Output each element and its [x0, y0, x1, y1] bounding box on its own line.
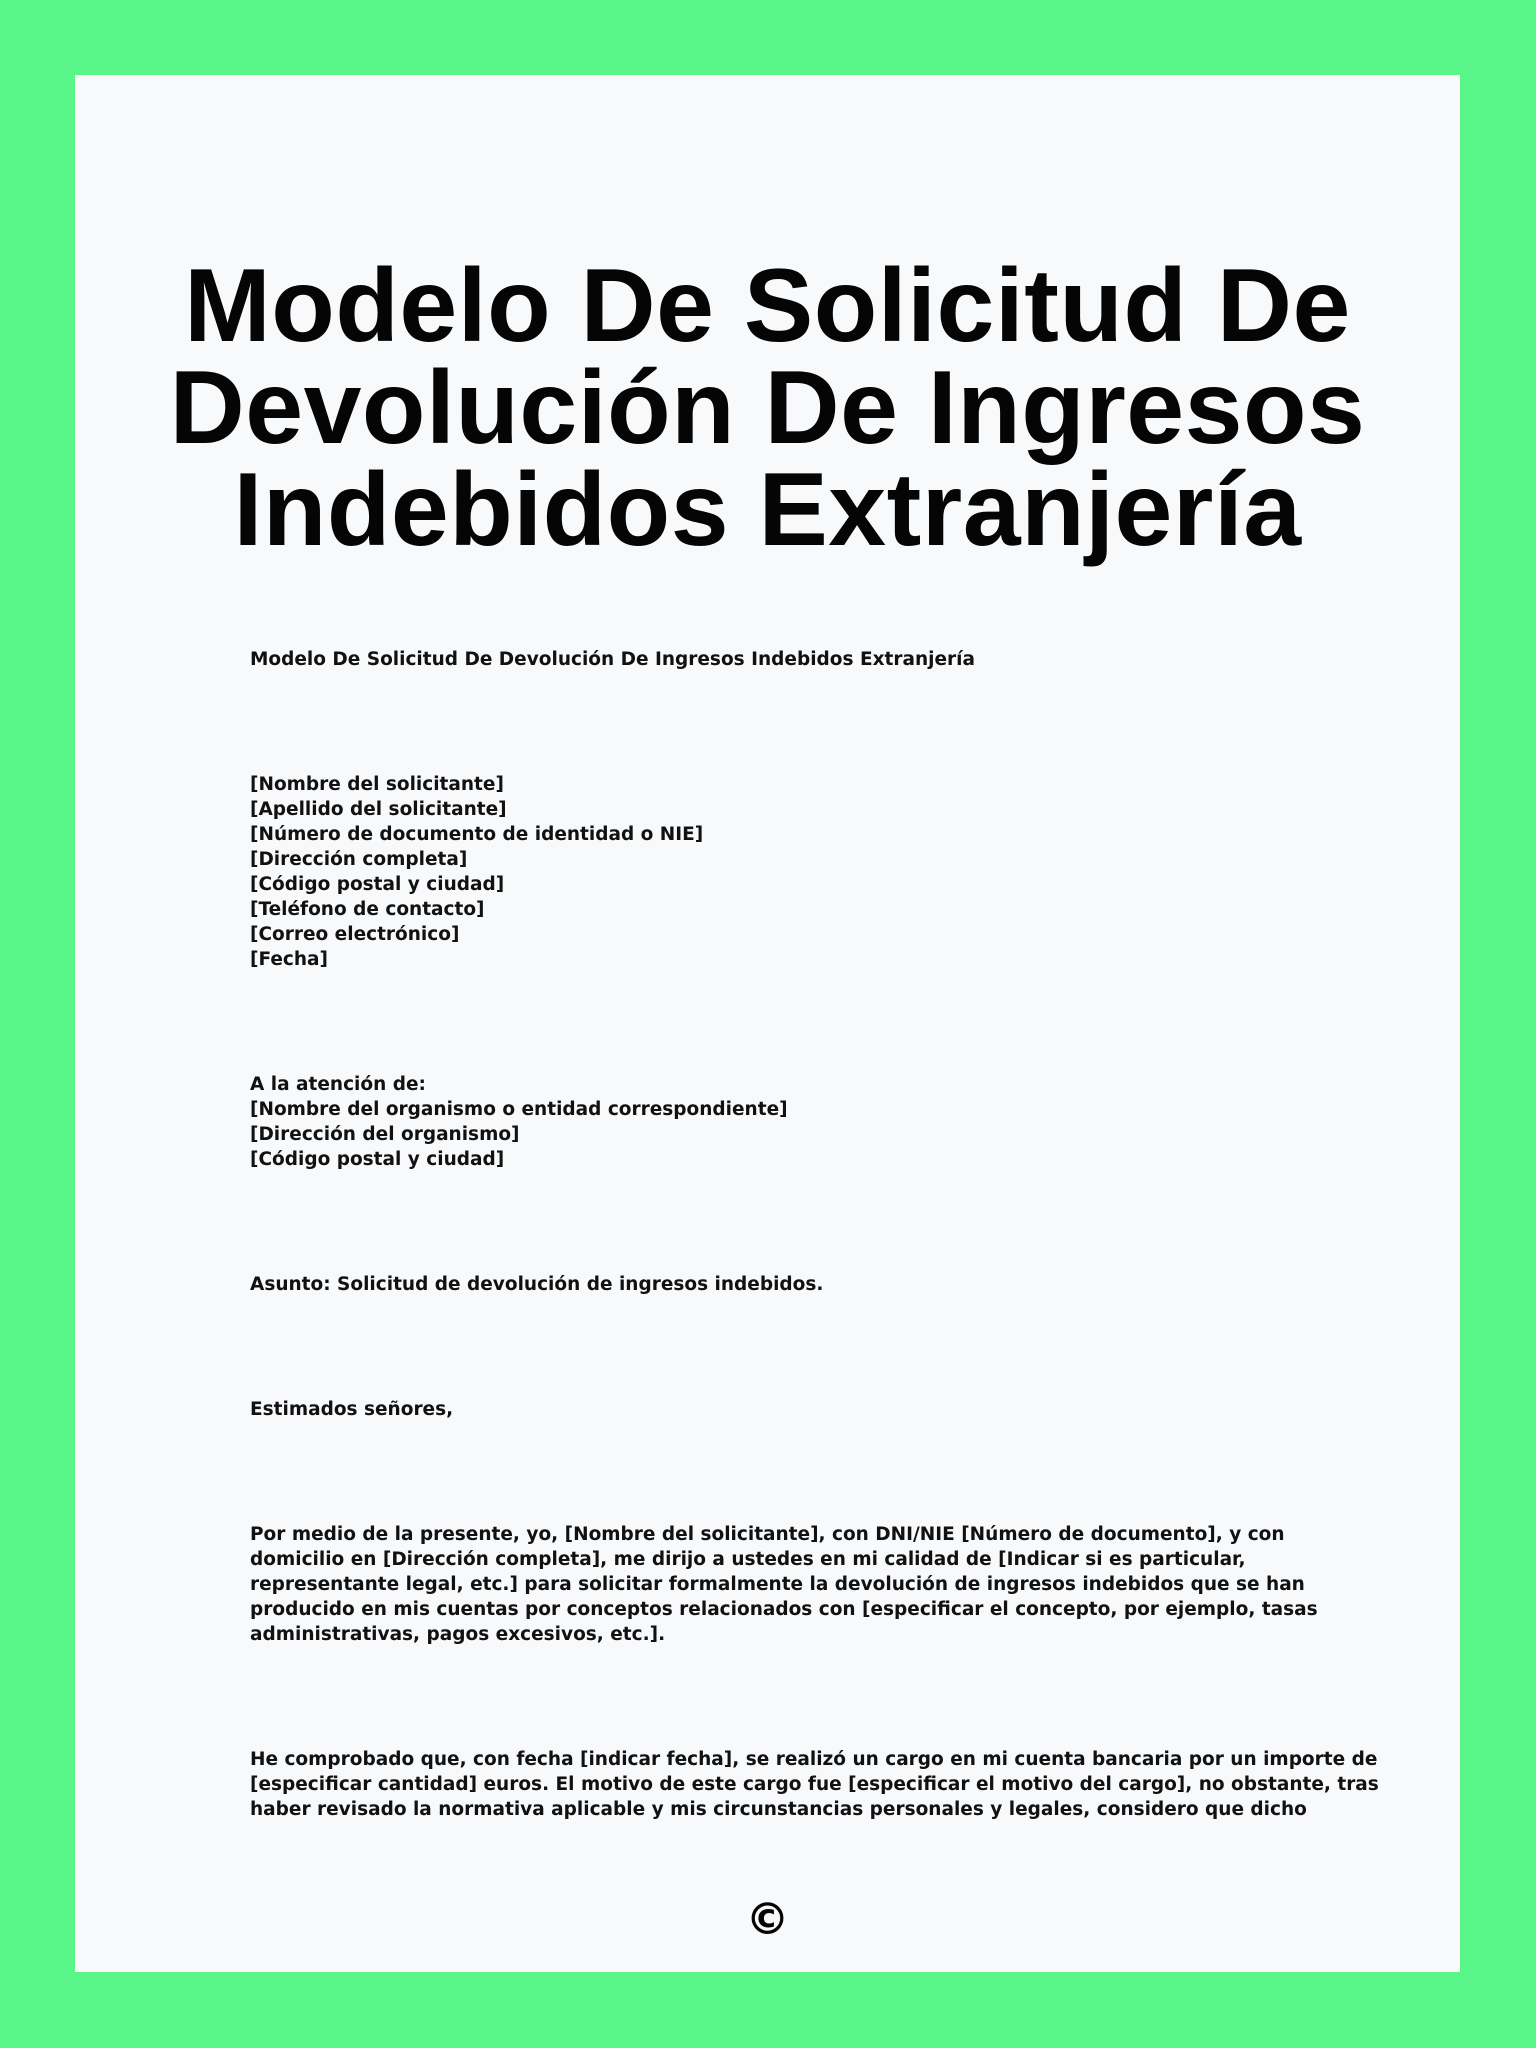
copyright-icon: ©: [745, 1894, 790, 1945]
sender-name: [Nombre del solicitante]: [250, 774, 504, 795]
paragraph-2-line: He comprobado que, con fecha [indicar fecha], se realizó un cargo en mi cuenta bancaria por un importe de: [250, 1749, 1378, 1770]
recipient-attention: A la atención de:: [250, 1074, 426, 1095]
title-line: Indebidos Extranjería: [233, 452, 1302, 568]
paragraph-1-line: domicilio en [Dirección completa], me dirijo a ustedes en mi calidad de [Indicar si es particular,: [250, 1549, 1246, 1570]
sender-surname: [Apellido del solicitante]: [250, 799, 507, 820]
document-subtitle: [250, 647, 1370, 672]
title-line: Devolución De Ingresos: [169, 350, 1366, 466]
title-line: Modelo De Solicitud De: [184, 248, 1351, 364]
paragraph-1-line: representante legal, etc.] para solicitar formalmente la devolución de ingresos indebidos que se han: [250, 1574, 1305, 1595]
sender-address: [Dirección completa]: [250, 849, 468, 870]
paragraph-1: [250, 1522, 1370, 1647]
subtitle-text: Modelo De Solicitud De Devolución De Ingresos Indebidos Extranjería: [250, 649, 975, 670]
sender-block: [250, 772, 1370, 972]
document-page: [75, 75, 1460, 1972]
paragraph-2-line: [especificar cantidad] euros. El motivo de este cargo fue [especificar el motivo del cargo], no obstante, tras: [250, 1774, 1379, 1795]
subject-text: Asunto: Solicitud de devolución de ingresos indebidos.: [250, 1274, 824, 1295]
sender-email: [Correo electrónico]: [250, 924, 460, 945]
recipient-postal-city: [Código postal y ciudad]: [250, 1149, 505, 1170]
sender-postal-city: [Código postal y ciudad]: [250, 874, 505, 895]
subject-line: [250, 1272, 1370, 1297]
document-title: [75, 248, 1460, 568]
paragraph-1-line: producido en mis cuentas por conceptos relacionados con [especificar el concepto, por ejemplo, tasas: [250, 1599, 1318, 1620]
sender-date: [Fecha]: [250, 949, 328, 970]
sender-id-number: [Número de documento de identidad o NIE]: [250, 824, 704, 845]
paragraph-1-line: administrativas, pagos excesivos, etc.].: [250, 1624, 666, 1645]
recipient-organism: [Nombre del organismo o entidad correspondiente]: [250, 1099, 788, 1120]
sender-phone: [Teléfono de contacto]: [250, 899, 485, 920]
paragraph-2: [250, 1747, 1379, 1822]
paragraph-2-line: haber revisado la normativa aplicable y mis circunstancias personales y legales, considero que dicho: [250, 1799, 1307, 1820]
recipient-address: [Dirección del organismo]: [250, 1124, 520, 1145]
greeting-line: [250, 1397, 1370, 1422]
paragraph-1-line: Por medio de la presente, yo, [Nombre del solicitante], con DNI/NIE [Número de documento], y con: [250, 1524, 1285, 1545]
greeting-text: Estimados señores,: [250, 1399, 454, 1420]
recipient-block: [250, 1072, 1370, 1172]
